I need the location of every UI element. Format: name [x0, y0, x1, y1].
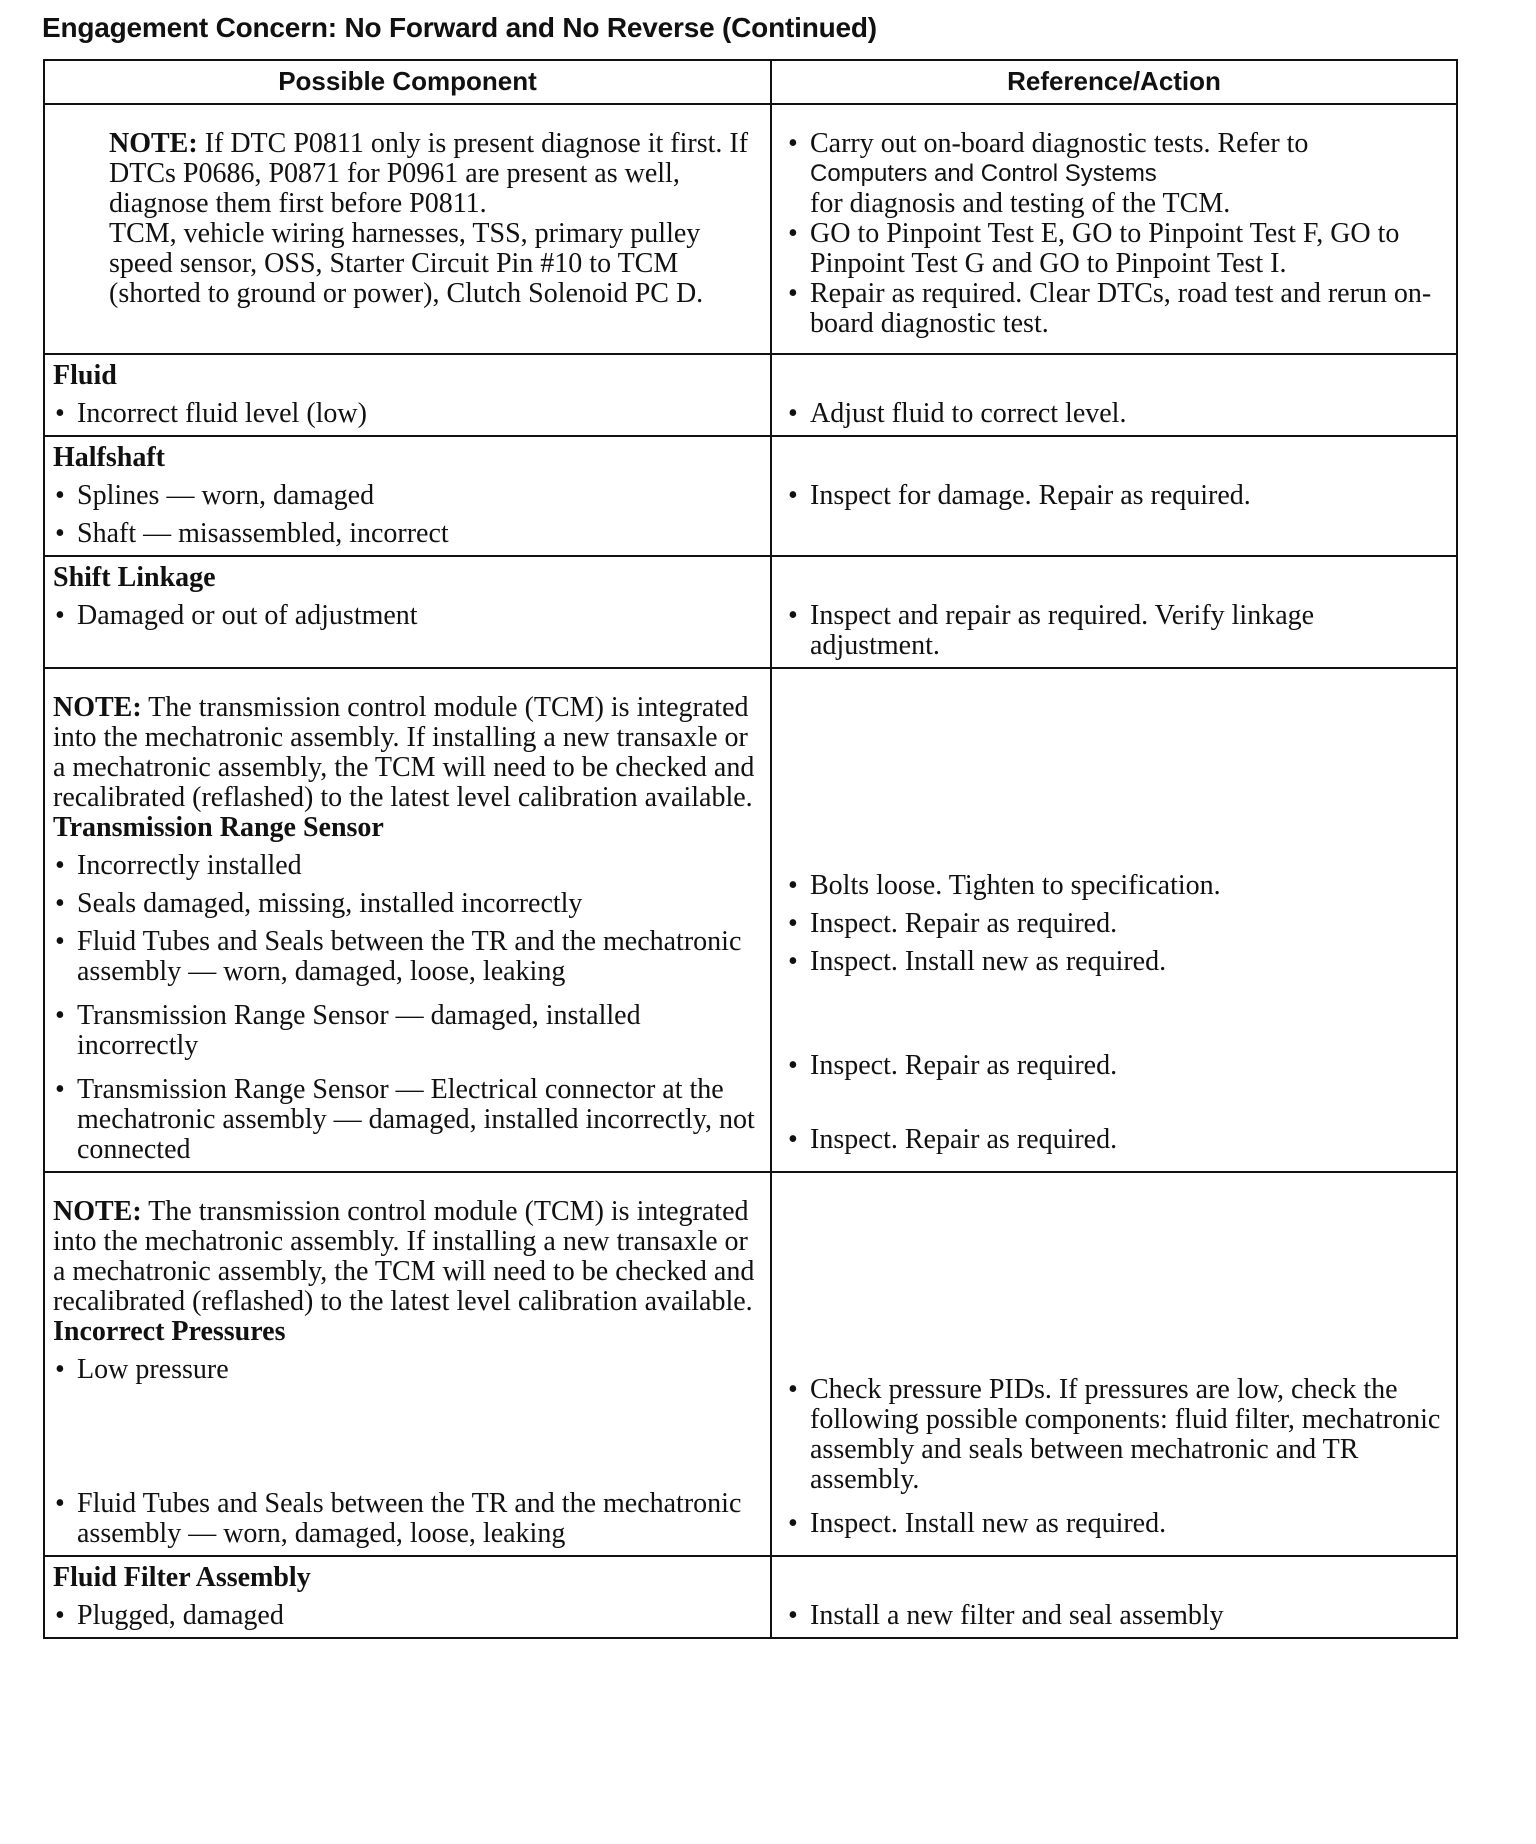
table-header-row: [44, 60, 1457, 104]
group-heading: Fluid Filter Assembly: [53, 1562, 311, 1593]
component-cell: [44, 1172, 771, 1556]
note-label: NOTE:: [53, 692, 142, 723]
component-cell: [44, 104, 771, 354]
note-label: NOTE:: [109, 128, 198, 159]
note-text: The transmission control module (TCM) is integrated into the mechatronic assembly. If installing a new transaxle or a mechatronic assembly, the TCM will need to be checked and recalibrated (reflashed) to the latest level calibration available.: [53, 1196, 755, 1317]
list-item: [786, 129, 1446, 219]
list-item: • Inspect for damage. Repair as required.: [786, 481, 1446, 511]
list-item: • Fluid Tubes and Seals between the TR and the mechatronic assembly — worn, damaged, loose, leaking: [53, 927, 762, 987]
list-item: • Inspect and repair as required. Verify linkage adjustment.: [786, 601, 1446, 661]
list-item: • Install a new filter and seal assembly: [786, 1601, 1446, 1631]
table-row: [44, 1172, 1457, 1556]
list-item: • Low pressure: [53, 1355, 762, 1385]
action-cell: [771, 1172, 1457, 1556]
reference-link[interactable]: Computers and Control Systems: [810, 160, 1157, 187]
list-item: • Transmission Range Sensor — damaged, installed incorrectly: [53, 1001, 762, 1061]
page-title: Engagement Concern: No Forward and No Reverse (Continued): [42, 12, 877, 43]
group-heading: Shift Linkage: [53, 562, 216, 593]
list-item: • Seals damaged, missing, installed incorrectly: [53, 889, 762, 919]
list-item: • Inspect. Repair as required.: [786, 909, 1446, 939]
component-cell: [44, 354, 771, 436]
action-cell: [771, 668, 1457, 1172]
table-row: [44, 436, 1457, 556]
component-cell: [44, 556, 771, 668]
action-cell: [771, 354, 1457, 436]
list-item: • Inspect. Repair as required.: [786, 1051, 1446, 1081]
list-item: • Check pressure PIDs. If pressures are low, check the following possible components: fluid filter, mechatronic assembly and seals between mechatronic and TR assembly.: [786, 1375, 1446, 1495]
note-label: NOTE:: [53, 1196, 142, 1227]
group-heading: Incorrect Pressures: [53, 1316, 286, 1347]
list-item: • Fluid Tubes and Seals between the TR and the mechatronic assembly — worn, damaged, loose, leaking: [53, 1489, 762, 1549]
list-item: • Repair as required. Clear DTCs, road test and rerun on-board diagnostic test.: [786, 279, 1446, 339]
list-item: • Adjust fluid to correct level.: [786, 399, 1446, 429]
list-item: • Inspect. Repair as required.: [786, 1125, 1446, 1155]
list-item: • Inspect. Install new as required.: [786, 947, 1446, 977]
tcm-note: [53, 693, 762, 813]
list-item: • Damaged or out of adjustment: [53, 601, 762, 631]
note-text: If DTC P0811 only is present diagnose it first. If DTCs P0686, P0871 for P0961 are present as well, diagnose them first before P0811.: [109, 128, 749, 219]
component-cell: [44, 668, 771, 1172]
diagnostic-table: [43, 59, 1458, 1639]
table-row: [44, 354, 1457, 436]
component-cell: [44, 436, 771, 556]
header-possible-component: Possible Component: [44, 60, 771, 104]
tcm-note: [53, 1197, 762, 1317]
table-row: [44, 1556, 1457, 1638]
list-item: • Plugged, damaged: [53, 1601, 762, 1631]
list-item: • GO to Pinpoint Test E, GO to Pinpoint Test F, GO to Pinpoint Test G and GO to Pinpoint Test I.: [786, 219, 1446, 279]
table-row: [44, 668, 1457, 1172]
action-cell: [771, 436, 1457, 556]
component-cell: [44, 1556, 771, 1638]
note-text: The transmission control module (TCM) is integrated into the mechatronic assembly. If installing a new transaxle or a mechatronic assembly, the TCM will need to be checked and recalibrated (reflashed) to the latest level calibration available.: [53, 692, 755, 813]
action-cell: [771, 556, 1457, 668]
table-row: [44, 104, 1457, 354]
action-text: for diagnosis and testing of the TCM.: [810, 188, 1231, 219]
list-item: • Splines — worn, damaged: [53, 481, 762, 511]
group-heading: Halfshaft: [53, 442, 165, 473]
dtc-note: [53, 129, 762, 309]
group-heading: Transmission Range Sensor: [53, 812, 384, 843]
action-cell: [771, 1556, 1457, 1638]
list-item: • Transmission Range Sensor — Electrical connector at the mechatronic assembly — damaged, installed incorrectly, not connected: [53, 1075, 762, 1165]
table-row: [44, 556, 1457, 668]
action-text: Carry out on-board diagnostic tests. Refer to: [810, 128, 1309, 159]
list-item: • Inspect. Install new as required.: [786, 1509, 1446, 1539]
list-item: • Bolts loose. Tighten to specification.: [786, 871, 1446, 901]
action-cell: [771, 104, 1457, 354]
list-item: • Incorrect fluid level (low): [53, 399, 762, 429]
component-list-text: TCM, vehicle wiring harnesses, TSS, primary pulley speed sensor, OSS, Starter Circuit Pin #10 to TCM (shorted to ground or power), Clutch Solenoid PC D.: [109, 218, 704, 309]
list-item: • Shaft — misassembled, incorrect: [53, 519, 762, 549]
group-heading: Fluid: [53, 360, 117, 391]
list-item: • Incorrectly installed: [53, 851, 762, 881]
header-reference-action: Reference/Action: [771, 60, 1457, 104]
